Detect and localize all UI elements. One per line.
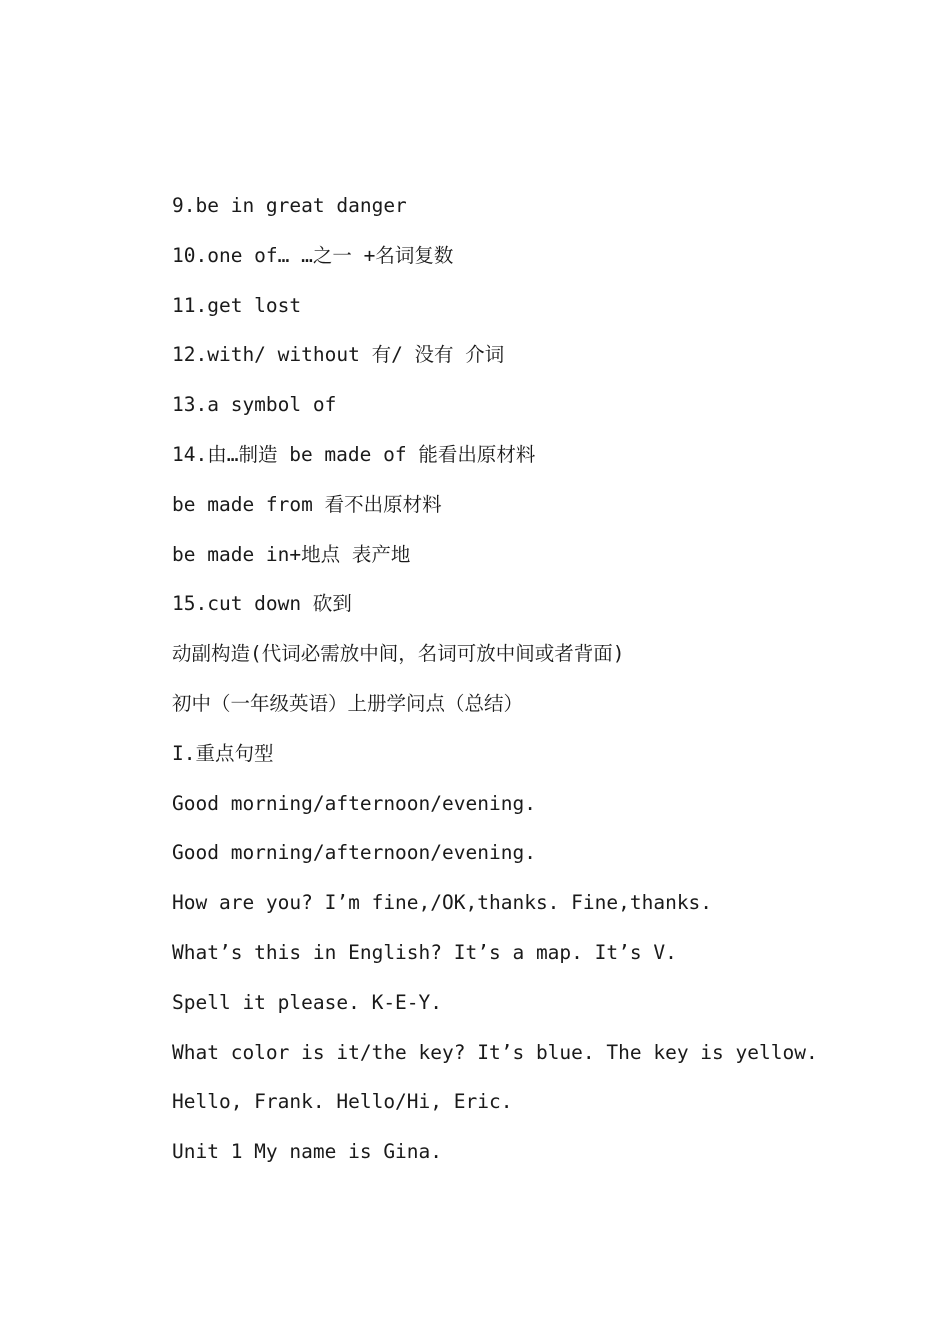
text-line: 动副构造(代词必需放中间，名词可放中间或者背面) <box>172 642 625 666</box>
text-line: Good morning/afternoon/evening. <box>172 791 536 815</box>
text-line: Hello, Frank. Hello/Hi, Eric. <box>172 1090 513 1114</box>
section-heading: I.重点句型 <box>172 741 274 765</box>
document-body <box>172 188 932 1184</box>
text-line: What’s this in English? It’s a map. It’s V. <box>172 940 677 964</box>
text-line: 10.one of… …之一 +名词复数 <box>172 243 454 267</box>
text-line: How are you? I’m fine,/OK,thanks. Fine,thanks. <box>172 891 713 915</box>
text-line: Unit 1 My name is Gina. <box>172 1140 443 1164</box>
text-line: Good morning/afternoon/evening. <box>172 841 536 865</box>
text-line: 12.with/ without 有/ 没有 介词 <box>172 343 505 367</box>
text-line: Spell it please. K-E-Y. <box>172 990 443 1014</box>
text-line: 15.cut down 砍到 <box>172 592 352 616</box>
text-line: 11.get lost <box>172 293 302 317</box>
text-line: What color is it/the key? It’s blue. The key is yellow. <box>172 1040 818 1064</box>
section-heading: 初中（一年级英语）上册学问点（总结） <box>172 691 524 715</box>
text-line: 13.a symbol of <box>172 393 337 417</box>
text-line: 9.be in great danger <box>172 194 407 217</box>
text-line: 14.由…制造 be made of 能看出原材料 <box>172 442 536 466</box>
text-line: be made from 看不出原材料 <box>172 492 442 516</box>
text-line: be made in+地点 表产地 <box>172 542 411 566</box>
